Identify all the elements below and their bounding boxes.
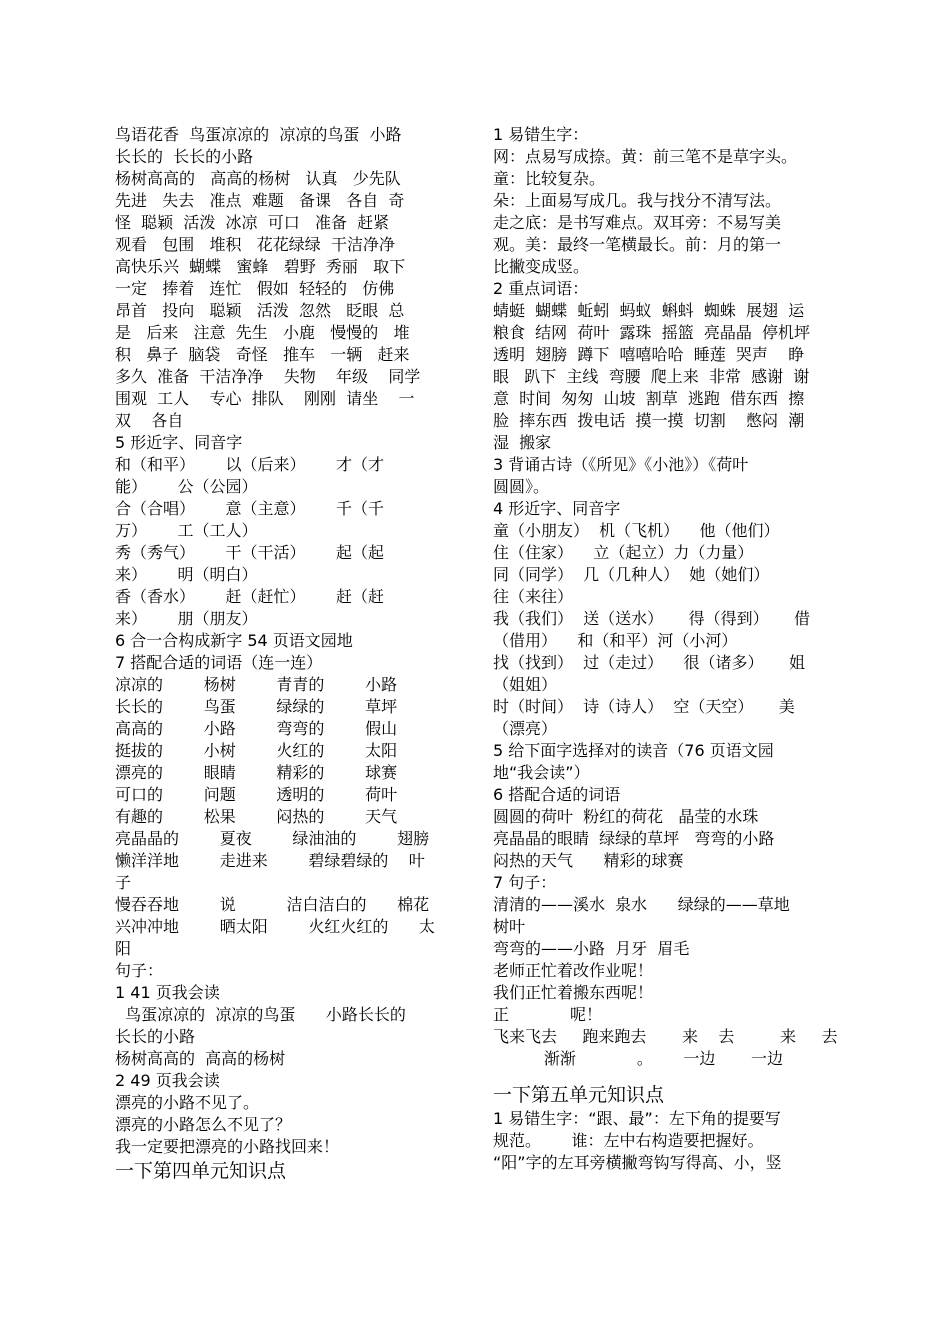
text-line: 漂亮的小路怎么不见了？ <box>115 1115 292 1134</box>
text-line: 杨树高高的 高高的杨树 认真 少先队 <box>115 169 401 188</box>
text-line: 杨树高高的 高高的杨树 <box>115 1049 286 1068</box>
text-line: 比撇变成竖。 <box>493 257 590 276</box>
text-line: 香（香水） 赶（赶忙） 赶（赶 <box>115 587 385 606</box>
text-line: 2 重点词语： <box>493 279 589 298</box>
text-line: 规范。 谁：左中右构造要把握好。 <box>493 1131 764 1150</box>
text-line: 兴冲冲地 晒太阳 火红火红的 太 <box>115 917 435 936</box>
text-line: 脸 摔东西 拨电话 摸一摸 切割 憋闷 潮 <box>493 411 805 430</box>
text-line: 走之底：是书写难点。双耳旁：不易写美 <box>493 213 782 232</box>
text-line: 长长的小路 <box>115 1027 196 1046</box>
text-line: 阳 <box>115 939 132 958</box>
text-line: 万） 工（工人） <box>115 521 258 540</box>
text-line: 7 句子： <box>493 873 557 892</box>
text-line: 老师正忙着改作业呢！ <box>493 961 654 980</box>
text-line: 7 搭配合适的词语（连一连） <box>115 653 323 672</box>
text-line: 来） 明（明白） <box>115 565 258 584</box>
text-line: 3 背诵古诗（《所见》《小池》）《荷叶 <box>493 455 749 474</box>
text-line: 圆圆》。 <box>493 477 550 496</box>
text-line: 圆圆的荷叶 粉红的荷花 晶莹的水珠 <box>493 807 759 826</box>
text-line: 漂亮的 眼睛 精彩的 球赛 <box>115 763 398 782</box>
text-line: 我（我们） 送（送水） 得（得到） 借 <box>493 609 811 628</box>
spacer <box>493 1070 853 1082</box>
text-line: 弯弯的——小路 月牙 眉毛 <box>493 939 690 958</box>
text-line: 观。美：最终一笔横最长。前：月的第一 <box>493 235 782 254</box>
text-line: 先进 失去 准点 难题 备课 各自 奇 <box>115 191 405 210</box>
text-line: 鸟蛋凉凉的 凉凉的鸟蛋 小路长长的 <box>115 1005 406 1024</box>
text-line: 地“我会读”） <box>493 763 590 782</box>
text-line: 5 形近字、同音字 <box>115 433 243 452</box>
text-line: 1 易错生字：“跟、最”：左下角的提要写 <box>493 1109 781 1128</box>
text-line: 亮晶晶的眼睛 绿绿的草坪 弯弯的小路 <box>493 829 775 848</box>
text-line: 意 时间 匆匆 山坡 割草 逃跑 借东西 擦 <box>493 389 805 408</box>
text-line: 凉凉的 杨树 青青的 小路 <box>115 675 398 694</box>
text-line: 渐渐 。 一边 一边 <box>493 1049 784 1068</box>
text-line: （漂亮） <box>493 719 558 738</box>
text-line: 来） 朋（朋友） <box>115 609 258 628</box>
text-line: 6 搭配合适的词语 <box>493 785 621 804</box>
text-line: 5 给下面字选择对的读音（76 页语文园 <box>493 741 774 760</box>
text-line: 粮食 结网 荷叶 露珠 摇篮 亮晶晶 停机坪 <box>493 323 811 342</box>
text-line: 长长的 鸟蛋 绿绿的 草坪 <box>115 697 398 716</box>
text-line: 住（住家） 立（起立）力（力量） <box>493 543 754 562</box>
text-line: 时（时间） 诗（诗人） 空（天空） 美 <box>493 697 795 716</box>
text-line: 双 各自 <box>115 411 184 430</box>
text-line: 树叶 <box>493 917 526 936</box>
text-line: 眼 趴下 主线 弯腰 爬上来 非常 感谢 谢 <box>493 367 810 386</box>
text-line: 长长的 长长的小路 <box>115 147 254 166</box>
right-column <box>493 124 853 1174</box>
text-line: 多久 准备 干洁净净 失物 年级 同学 <box>115 367 421 386</box>
text-line: 合（合唱） 意（主意） 千（千 <box>115 499 385 518</box>
text-line: 懒洋洋地 走进来 碧绿碧绿的 叶 <box>115 851 425 870</box>
text-line: 怪 聪颖 活泼 冰凉 可口 准备 赶紧 <box>115 213 390 232</box>
text-line: 能） 公（公园） <box>115 477 258 496</box>
text-line: 童（小朋友） 机（飞机） 他（他们） <box>493 521 780 540</box>
text-line: 围观 工人 专心 排队 刚刚 请坐 一 <box>115 389 415 408</box>
text-line: 观看 包围 堆积 花花绿绿 干洁净净 <box>115 235 395 254</box>
text-line: 鸟语花香 鸟蛋凉凉的 凉凉的鸟蛋 小路 <box>115 125 402 144</box>
text-line: 秀（秀气） 干（干活） 起（起 <box>115 543 385 562</box>
text-line: 6 合一合构成新字 54 页语文园地 <box>115 631 353 650</box>
text-line: 慢吞吞地 说 洁白洁白的 棉花 <box>115 895 430 914</box>
section-heading: 一下第四单元知识点 <box>115 1160 287 1182</box>
text-line: 童：比较复杂。 <box>493 169 606 188</box>
text-line: 正 呢！ <box>493 1005 603 1024</box>
text-line: （姐姐） <box>493 675 558 694</box>
text-line: 湿 搬家 <box>493 433 552 452</box>
text-line: 朵：上面易写成几。我与找分不清写法。 <box>493 191 782 210</box>
text-line: 亮晶晶的 夏夜 绿油油的 翅膀 <box>115 829 430 848</box>
text-line: 1 41 页我会读 <box>115 983 220 1002</box>
text-line: 网：点易写成捺。黄：前三笔不是草字头。 <box>493 147 798 166</box>
text-line: 透明 翅膀 蹲下 嘻嘻哈哈 睡莲 哭声 睁 <box>493 345 805 364</box>
text-line: 一定 捧着 连忙 假如 轻轻的 仿佛 <box>115 279 395 298</box>
text-line: 积 鼻子 脑袋 奇怪 推车 一辆 赶来 <box>115 345 410 364</box>
text-line: 漂亮的小路不见了。 <box>115 1093 260 1112</box>
text-line: 2 49 页我会读 <box>115 1071 220 1090</box>
text-line: “阳”字的左耳旁横撇弯钩写得高、小，竖 <box>493 1153 782 1172</box>
text-line: 高高的 小路 弯弯的 假山 <box>115 719 398 738</box>
text-line: 往（来往） <box>493 587 574 606</box>
text-line: 昂首 投向 聪颖 活泼 忽然 眨眼 总 <box>115 301 405 320</box>
text-line: 可口的 问题 透明的 荷叶 <box>115 785 398 804</box>
text-line: 挺拔的 小树 火红的 太阳 <box>115 741 398 760</box>
text-line: 和（和平） 以（后来） 才（才 <box>115 455 385 474</box>
text-line: 闷热的天气 精彩的球赛 <box>493 851 684 870</box>
text-line: 高快乐兴 蝴蝶 蜜蜂 碧野 秀丽 取下 <box>115 257 406 276</box>
text-line: 找（找到） 过（走过） 很（诸多） 姐 <box>493 653 805 672</box>
text-line: 1 易错生字： <box>493 125 589 144</box>
text-line: 句子： <box>115 961 164 980</box>
text-line: 4 形近字、同音字 <box>493 499 621 518</box>
text-line: 我们正忙着搬东西呢！ <box>493 983 654 1002</box>
text-line: 子 <box>115 873 132 892</box>
text-line: 有趣的 松果 闷热的 天气 <box>115 807 398 826</box>
left-column <box>115 124 455 1184</box>
text-line: （借用） 和（和平）河（小河） <box>493 631 738 650</box>
text-line: 是 后来 注意 先生 小鹿 慢慢的 堆 <box>115 323 410 342</box>
text-line: 同（同学） 几（几种人） 她（她们） <box>493 565 770 584</box>
section-heading: 一下第五单元知识点 <box>493 1084 665 1106</box>
text-line: 清清的——溪水 泉水 绿绿的——草地 <box>493 895 790 914</box>
text-line: 飞来飞去 跑来跑去 来 去 来 去 <box>493 1027 838 1046</box>
text-line: 蜻蜓 蝴蝶 蚯蚓 蚂蚁 蝌蚪 蜘蛛 展翅 运 <box>493 301 805 320</box>
text-line: 我一定要把漂亮的小路找回来！ <box>115 1137 340 1156</box>
